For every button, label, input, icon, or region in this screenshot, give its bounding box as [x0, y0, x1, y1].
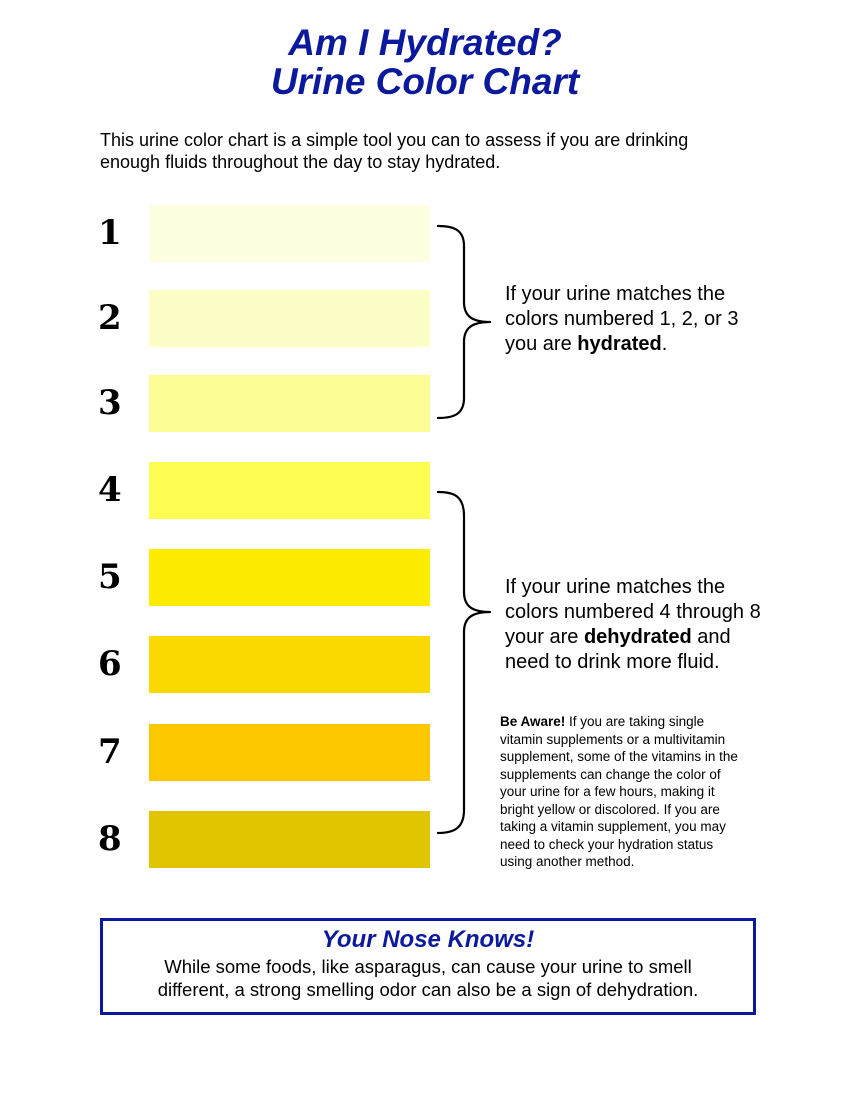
swatch-row-1	[0, 205, 440, 263]
color-swatch	[149, 811, 430, 868]
swatch-number: 6	[98, 644, 122, 684]
hydrated-message	[505, 282, 738, 357]
be-aware-line: taking a vitamin supplement, you may	[500, 819, 726, 834]
dehydrated-line-1: If your urine matches the	[505, 576, 726, 598]
dehydrated-bold-word: dehydrated	[583, 626, 692, 648]
title-line-2: Urine Color Chart	[270, 61, 580, 102]
brace-hydrated-icon	[430, 222, 500, 422]
swatch-row-2	[0, 290, 440, 348]
dehydrated-line-3: your are dehydrated and	[505, 626, 731, 648]
nose-knows-box	[100, 918, 756, 1015]
title-line-1: Am I Hydrated?	[288, 22, 562, 63]
intro-paragraph	[100, 129, 780, 173]
be-aware-line: need to check your hydration status	[500, 836, 714, 852]
color-swatch	[149, 205, 430, 262]
swatch-number: 2	[98, 298, 122, 338]
nose-knows-title: Your Nose Knows!	[321, 926, 535, 953]
swatch-number: 8	[98, 819, 122, 859]
color-swatch	[149, 724, 430, 781]
hydrated-line-3: you are hydrated.	[505, 333, 668, 355]
hydrated-line-2: colors numbered 1, 2, or 3	[505, 308, 739, 330]
swatch-row-4	[0, 462, 440, 520]
dehydrated-message	[505, 575, 761, 675]
swatch-row-6	[0, 636, 440, 694]
color-swatch	[149, 636, 430, 693]
be-aware-line: vitamin supplements or a multivitamin	[500, 731, 726, 747]
swatch-number: 4	[98, 470, 122, 510]
swatch-row-3	[0, 375, 440, 433]
be-aware-line: your urine for a few hours, making it	[500, 784, 715, 799]
color-swatch	[149, 549, 430, 606]
dehydrated-line-2: colors numbered 4 through 8	[505, 601, 761, 623]
swatch-row-8	[0, 811, 440, 869]
be-aware-line: supplement, some of the vitamins in the	[500, 749, 738, 764]
intro-line-2: enough fluids throughout the day to stay hydrated.	[100, 152, 501, 172]
swatch-row-7	[0, 724, 440, 782]
swatch-number: 1	[98, 213, 122, 253]
color-swatch	[149, 462, 430, 519]
swatch-number: 5	[98, 557, 122, 597]
be-aware-line: using another method.	[500, 854, 635, 869]
dehydrated-line-4: need to drink more fluid.	[505, 651, 720, 673]
be-aware-line: supplements can change the color of	[500, 766, 721, 782]
be-aware-line-1: Be Aware! If you are taking single	[500, 714, 705, 729]
be-aware-note	[500, 713, 820, 871]
swatch-row-5	[0, 549, 440, 607]
be-aware-label: Be Aware!	[500, 714, 566, 729]
nose-knows-line-2: different, a strong smelling odor can also be a sign of dehydration.	[157, 979, 699, 1000]
nose-knows-line-1: While some foods, like asparagus, can cause your urine to smell	[164, 956, 692, 977]
nose-knows-text	[103, 955, 753, 1001]
swatch-number: 7	[98, 732, 122, 772]
hydrated-bold-word: hydrated	[577, 333, 662, 355]
color-swatch	[149, 290, 430, 347]
intro-line-1: This urine color chart is a simple tool you can to assess if you are drinking	[100, 130, 689, 150]
brace-dehydrated-icon	[430, 488, 500, 838]
be-aware-line: bright yellow or discolored. If you are	[500, 801, 720, 817]
color-swatch	[149, 375, 430, 432]
hydrated-line-1: If your urine matches the	[505, 283, 726, 305]
swatch-number: 3	[98, 383, 122, 423]
